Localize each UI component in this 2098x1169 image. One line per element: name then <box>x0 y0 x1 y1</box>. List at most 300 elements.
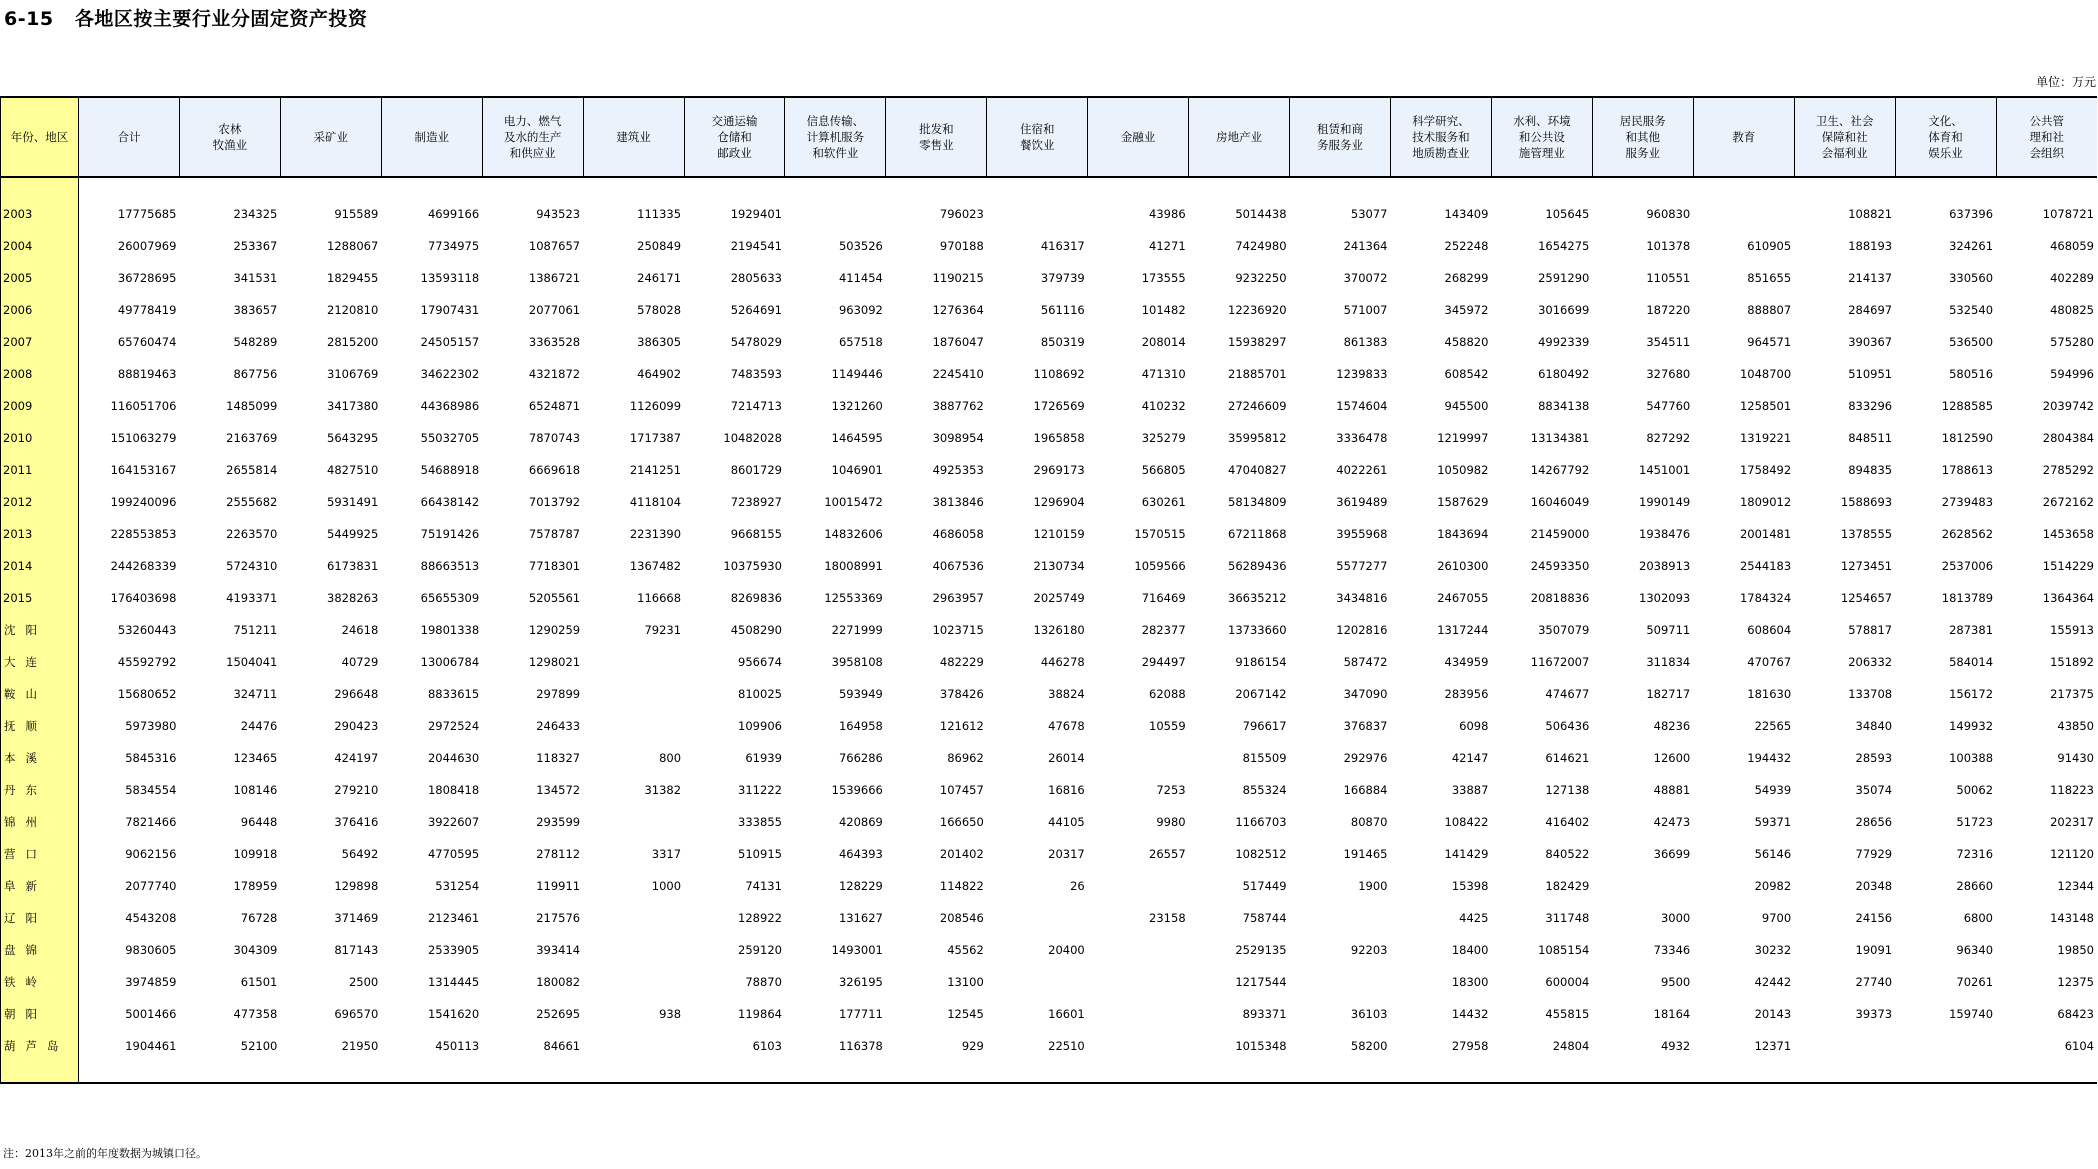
table-cell: 8269836 <box>730 591 782 605</box>
row-label: 2012 <box>1 486 79 518</box>
table-row <box>1 838 2098 870</box>
table-cell: 4686058 <box>932 527 984 541</box>
table-cell: 131627 <box>838 911 883 925</box>
row-label: 2015 <box>1 582 79 614</box>
table-cell: 578817 <box>1848 623 1893 637</box>
table-cell: 181630 <box>1747 687 1792 701</box>
table-cell <box>583 678 684 710</box>
table-row <box>1 902 2098 934</box>
table-cell: 347090 <box>1343 687 1388 701</box>
table-cell: 11672007 <box>1530 655 1590 669</box>
row-label: 2004 <box>1 230 79 262</box>
table-cell: 65655309 <box>420 591 480 605</box>
header-column: 卫生、社会 保障和社 会福利业 <box>1794 97 1895 177</box>
table-cell: 14432 <box>1451 1007 1489 1021</box>
row-label: 2011 <box>1 454 79 486</box>
table-cell: 129898 <box>334 879 379 893</box>
table-cell: 217375 <box>2050 687 2094 701</box>
row-label: 盘锦 <box>1 934 79 966</box>
table-cell: 945500 <box>1444 399 1489 413</box>
table-cell: 164958 <box>838 719 883 733</box>
table-cell: 67211868 <box>1228 527 1287 541</box>
table-cell: 176403698 <box>110 591 177 605</box>
table-cell: 7578787 <box>528 527 581 541</box>
table-cell: 371469 <box>334 911 379 925</box>
table-cell: 657518 <box>838 335 883 349</box>
table-cell: 10559 <box>1149 719 1186 733</box>
table-cell: 532540 <box>1949 303 1994 317</box>
table-cell: 5205561 <box>528 591 581 605</box>
table-cell: 3813846 <box>932 495 984 509</box>
table-cell: 5264691 <box>730 303 782 317</box>
table-cell: 5845316 <box>125 751 177 765</box>
table-cell: 458820 <box>1444 335 1489 349</box>
table-cell: 49778419 <box>117 303 177 317</box>
table-cell: 35995812 <box>1228 431 1287 445</box>
table-cell: 28593 <box>1855 751 1893 765</box>
table-cell: 1451001 <box>1639 463 1691 477</box>
table-cell: 1239833 <box>1336 367 1388 381</box>
table-cell: 101482 <box>1141 303 1186 317</box>
table-cell: 2533905 <box>427 943 480 957</box>
table-cell: 751211 <box>233 623 278 637</box>
table-cell: 18008991 <box>824 559 883 573</box>
table-cell: 1367482 <box>629 559 682 573</box>
table-cell: 1809012 <box>1739 495 1792 509</box>
table-cell: 2141251 <box>629 463 682 477</box>
table-row <box>1 614 2098 646</box>
table-cell: 1938476 <box>1639 527 1691 541</box>
header-column: 租赁和商 务服务业 <box>1290 97 1391 177</box>
row-label: 葫芦岛 <box>1 1030 79 1062</box>
table-cell: 70261 <box>1956 975 1994 989</box>
table-cell: 943523 <box>536 207 581 221</box>
row-label: 朝阳 <box>1 998 79 1030</box>
table-cell: 284697 <box>1848 303 1893 317</box>
unit-label: 单位：万元 <box>2035 75 2096 89</box>
table-cell: 1813789 <box>1941 591 1994 605</box>
table-cell: 938 <box>659 1007 682 1021</box>
table-cell: 1302093 <box>1639 591 1691 605</box>
table-cell: 354511 <box>1646 335 1691 349</box>
table-cell <box>1794 1030 1895 1062</box>
table-cell: 241364 <box>1343 239 1388 253</box>
table-cell: 379739 <box>1040 271 1085 285</box>
table-cell: 2537006 <box>1941 559 1994 573</box>
table-cell: 3922607 <box>427 815 480 829</box>
table-cell: 62088 <box>1149 687 1186 701</box>
header-column: 文化、 体育和 娱乐业 <box>1895 97 1996 177</box>
table-cell: 593949 <box>838 687 883 701</box>
header-column: 科学研究、 技术服务和 地质勘查业 <box>1390 97 1491 177</box>
table-cell: 1126099 <box>629 399 682 413</box>
table-cell: 7238927 <box>730 495 782 509</box>
table-cell: 19850 <box>2057 943 2094 957</box>
table-cell: 151063279 <box>110 431 177 445</box>
row-label: 2008 <box>1 358 79 390</box>
page-title: 6-15 各地区按主要行业分固定资产投资 <box>4 8 368 30</box>
table-cell: 16816 <box>1048 783 1085 797</box>
table-cell: 26557 <box>1149 847 1186 861</box>
header-column: 水利、环境 和公共设 施管理业 <box>1491 97 1592 177</box>
table-cell: 24618 <box>341 623 379 637</box>
table-cell: 4992339 <box>1538 335 1590 349</box>
table-cell: 68423 <box>2057 1007 2094 1021</box>
table-row <box>1 486 2098 518</box>
header-column: 农林 牧渔业 <box>179 97 280 177</box>
table-cell: 2655814 <box>226 463 278 477</box>
table-cell: 166884 <box>1343 783 1388 797</box>
table-cell: 1453658 <box>2042 527 2094 541</box>
header-column: 采矿业 <box>280 97 381 177</box>
table-cell: 20982 <box>1754 879 1792 893</box>
spacer-row <box>1 1062 2098 1083</box>
table-cell: 35074 <box>1855 783 1893 797</box>
table-cell: 72316 <box>1956 847 1994 861</box>
table-cell: 3098954 <box>932 431 984 445</box>
table-cell: 134572 <box>536 783 581 797</box>
table-cell: 1288585 <box>1941 399 1994 413</box>
table-cell: 610905 <box>1747 239 1792 253</box>
table-cell: 2067142 <box>1235 687 1287 701</box>
table-cell <box>987 902 1088 934</box>
table-cell: 815509 <box>1242 751 1287 765</box>
table-cell: 246171 <box>637 271 682 285</box>
table-cell: 2163769 <box>226 431 278 445</box>
table-cell: 26 <box>1070 879 1085 893</box>
table-cell: 75191426 <box>420 527 480 541</box>
table-cell: 482229 <box>939 655 984 669</box>
table-cell: 1784324 <box>1739 591 1792 605</box>
table-cell: 58200 <box>1350 1039 1388 1053</box>
table-cell: 201402 <box>939 847 984 861</box>
table-row <box>1 358 2098 390</box>
table-cell: 416317 <box>1040 239 1085 253</box>
header-column: 交通运输 仓储和 邮政业 <box>684 97 785 177</box>
table-cell: 48236 <box>1653 719 1691 733</box>
table-cell: 3974859 <box>125 975 177 989</box>
table-cell: 893371 <box>1242 1007 1287 1021</box>
table-cell: 2231390 <box>629 527 682 541</box>
table-cell: 42147 <box>1451 751 1489 765</box>
table-cell: 12344 <box>2057 879 2094 893</box>
table-cell: 36635212 <box>1228 591 1287 605</box>
table-cell: 3955968 <box>1336 527 1388 541</box>
table-cell: 5834554 <box>125 783 177 797</box>
spacer-row <box>1 177 2098 198</box>
row-label: 2014 <box>1 550 79 582</box>
header-column: 金融业 <box>1088 97 1189 177</box>
table-cell: 208546 <box>939 911 984 925</box>
table-cell: 561116 <box>1040 303 1085 317</box>
table-cell: 34622302 <box>420 367 480 381</box>
table-cell: 80870 <box>1350 815 1388 829</box>
table-cell: 450113 <box>435 1039 480 1053</box>
table-cell: 18300 <box>1451 975 1489 989</box>
table-cell: 1717387 <box>629 431 682 445</box>
table-cell: 199240096 <box>110 495 177 509</box>
table-cell: 5931491 <box>327 495 379 509</box>
table-cell: 1000 <box>651 879 682 893</box>
table-cell: 244268339 <box>110 559 177 573</box>
table-cell: 2500 <box>348 975 379 989</box>
table-cell: 1364364 <box>2042 591 2094 605</box>
table-cell: 56289436 <box>1228 559 1287 573</box>
table-cell: 2194541 <box>730 239 782 253</box>
table-cell: 311834 <box>1646 655 1691 669</box>
table-cell: 4067536 <box>932 559 984 573</box>
table-cell: 9668155 <box>730 527 782 541</box>
table-cell: 100388 <box>1949 751 1994 765</box>
table-cell: 1314445 <box>427 975 480 989</box>
table-cell: 151892 <box>2050 655 2094 669</box>
table-cell <box>1290 966 1391 998</box>
table-cell: 1296904 <box>1033 495 1085 509</box>
table-cell: 294497 <box>1141 655 1186 669</box>
table-row <box>1 230 2098 262</box>
table-cell: 2039742 <box>2042 399 2094 413</box>
table-cell: 2544183 <box>1739 559 1792 573</box>
table-cell: 88663513 <box>420 559 480 573</box>
table-cell: 228553853 <box>110 527 177 541</box>
table-cell: 1485099 <box>226 399 278 413</box>
table-cell: 7483593 <box>730 367 782 381</box>
table-cell: 1217544 <box>1235 975 1287 989</box>
table-cell: 20317 <box>1048 847 1085 861</box>
table-cell: 850319 <box>1040 335 1085 349</box>
table-cell: 311222 <box>738 783 782 797</box>
table-cell: 796023 <box>939 207 984 221</box>
table-cell: 292976 <box>1343 751 1388 765</box>
table-cell: 594996 <box>2050 367 2094 381</box>
table-cell: 53077 <box>1350 207 1388 221</box>
table-cell: 1166703 <box>1235 815 1287 829</box>
table-cell: 14267792 <box>1530 463 1590 477</box>
table-row <box>1 806 2098 838</box>
table-cell: 6669618 <box>528 463 581 477</box>
table-cell: 76728 <box>240 911 278 925</box>
table-cell: 2529135 <box>1235 943 1287 957</box>
table-cell: 1843694 <box>1437 527 1489 541</box>
table-cell: 16601 <box>1048 1007 1085 1021</box>
table-cell: 1202816 <box>1336 623 1388 637</box>
table-header-row <box>1 97 2098 177</box>
table-cell: 477358 <box>233 1007 278 1021</box>
table-cell: 10375930 <box>723 559 782 573</box>
row-label: 锦州 <box>1 806 79 838</box>
table-cell: 133708 <box>1848 687 1893 701</box>
table-cell: 393414 <box>536 943 581 957</box>
table-cell: 4425 <box>1459 911 1489 925</box>
table-cell: 19091 <box>1855 943 1893 957</box>
table-cell: 6524871 <box>528 399 581 413</box>
table-cell: 536500 <box>1949 335 1994 349</box>
table-cell: 287381 <box>1949 623 1994 637</box>
table-cell: 956674 <box>738 655 782 669</box>
table-cell: 143409 <box>1444 207 1489 221</box>
table-cell: 1059566 <box>1134 559 1186 573</box>
table-cell: 166650 <box>939 815 984 829</box>
table-cell: 96340 <box>1956 943 1994 957</box>
table-cell: 28656 <box>1855 815 1893 829</box>
table-cell: 22510 <box>1048 1039 1085 1053</box>
table-cell: 43850 <box>2057 719 2094 733</box>
table-cell: 960830 <box>1646 207 1691 221</box>
table-cell: 608542 <box>1444 367 1489 381</box>
table-cell: 20400 <box>1048 943 1085 957</box>
table-cell: 119911 <box>536 879 581 893</box>
table-cell: 1990149 <box>1639 495 1691 509</box>
table-cell: 17907431 <box>420 303 480 317</box>
table-cell: 30232 <box>1754 943 1792 957</box>
table-cell: 584014 <box>1949 655 1994 669</box>
table-cell: 1087657 <box>528 239 581 253</box>
table-cell: 1493001 <box>831 943 883 957</box>
header-column: 房地产业 <box>1189 97 1290 177</box>
table-cell: 2628562 <box>1941 527 1994 541</box>
table-cell: 434959 <box>1444 655 1489 669</box>
table-cell: 827292 <box>1646 431 1691 445</box>
table-cell: 1050982 <box>1437 463 1489 477</box>
table-cell: 86962 <box>947 751 984 765</box>
table-cell: 164153167 <box>110 463 177 477</box>
table-cell: 817143 <box>334 943 379 957</box>
table-cell: 206332 <box>1848 655 1893 669</box>
row-label: 2013 <box>1 518 79 550</box>
table-row <box>1 678 2098 710</box>
table-cell: 608604 <box>1747 623 1792 637</box>
table-cell: 330560 <box>1949 271 1994 285</box>
table-cell: 84661 <box>543 1039 581 1053</box>
table-cell: 5577277 <box>1336 559 1388 573</box>
table-cell: 420869 <box>838 815 883 829</box>
table-cell: 2610300 <box>1437 559 1489 573</box>
table-cell: 1541620 <box>427 1007 480 1021</box>
table-cell: 1965858 <box>1033 431 1085 445</box>
table-cell: 4770595 <box>427 847 480 861</box>
table-cell: 6180492 <box>1538 367 1590 381</box>
table-cell <box>1088 742 1189 774</box>
table-cell: 26007969 <box>117 239 177 253</box>
table-cell: 480825 <box>2050 303 2094 317</box>
table-cell: 290423 <box>334 719 379 733</box>
table-row <box>1 422 2098 454</box>
table-cell: 867756 <box>233 367 278 381</box>
table-cell: 796617 <box>1242 719 1287 733</box>
table-cell <box>1088 1030 1189 1062</box>
table-cell: 27246609 <box>1228 399 1287 413</box>
table-cell: 1321260 <box>831 399 883 413</box>
table-cell <box>987 966 1088 998</box>
table-cell: 116378 <box>838 1039 883 1053</box>
table-cell: 9062156 <box>125 847 177 861</box>
table-cell: 108146 <box>233 783 278 797</box>
table-row <box>1 966 2098 998</box>
header-column: 信息传输、 计算机服务 和软件业 <box>785 97 886 177</box>
table-cell: 7734975 <box>427 239 480 253</box>
table-cell: 24804 <box>1552 1039 1590 1053</box>
header-column: 教育 <box>1693 97 1794 177</box>
table-cell: 91430 <box>2057 751 2094 765</box>
table-cell: 3887762 <box>932 399 984 413</box>
table-cell: 13733660 <box>1228 623 1287 637</box>
table-cell: 24593350 <box>1530 559 1590 573</box>
table-row <box>1 390 2098 422</box>
table-cell: 10482028 <box>723 431 782 445</box>
table-cell: 252695 <box>536 1007 581 1021</box>
row-label: 沈阳 <box>1 614 79 646</box>
table-cell: 252248 <box>1444 239 1489 253</box>
table-cell: 191465 <box>1343 847 1388 861</box>
table-cell: 416402 <box>1545 815 1590 829</box>
table-cell: 1108692 <box>1033 367 1085 381</box>
table-cell: 180082 <box>536 975 581 989</box>
table-cell: 12236920 <box>1228 303 1287 317</box>
table-cell: 325279 <box>1141 431 1186 445</box>
table-cell: 24476 <box>240 719 278 733</box>
table-cell: 74131 <box>745 879 782 893</box>
table-cell: 1504041 <box>226 655 278 669</box>
table-cell: 410232 <box>1141 399 1186 413</box>
table-cell: 4925353 <box>932 463 984 477</box>
table-cell: 4543208 <box>125 911 177 925</box>
table-cell: 304309 <box>233 943 278 957</box>
table-cell: 1273451 <box>1840 559 1893 573</box>
table-cell: 2263570 <box>226 527 278 541</box>
table-row <box>1 326 2098 358</box>
table-cell: 333855 <box>738 815 782 829</box>
table-cell: 18400 <box>1451 943 1489 957</box>
table-cell: 293599 <box>536 815 581 829</box>
table-cell: 250849 <box>637 239 682 253</box>
table-cell: 36699 <box>1653 847 1691 861</box>
table-cell: 758744 <box>1242 911 1287 925</box>
table-row <box>1 934 2098 966</box>
table-cell: 1378555 <box>1840 527 1893 541</box>
table-cell: 7870743 <box>528 431 581 445</box>
table-cell: 5973980 <box>125 719 177 733</box>
table-row <box>1 646 2098 678</box>
table-cell: 297899 <box>536 687 581 701</box>
table-cell: 1290259 <box>528 623 581 637</box>
table-row <box>1 262 2098 294</box>
table-cell: 177711 <box>838 1007 883 1021</box>
table-cell: 402289 <box>2050 271 2094 285</box>
table-cell <box>583 1030 684 1062</box>
table-cell: 341531 <box>233 271 278 285</box>
table-cell: 696570 <box>334 1007 379 1021</box>
table-cell: 78870 <box>745 975 782 989</box>
table-cell: 2044630 <box>427 751 480 765</box>
table-cell: 963092 <box>838 303 883 317</box>
table-cell: 1570515 <box>1134 527 1186 541</box>
table-cell: 1788613 <box>1941 463 1994 477</box>
table-cell: 855324 <box>1242 783 1287 797</box>
table-cell: 2077061 <box>528 303 581 317</box>
table-cell: 65760474 <box>117 335 177 349</box>
table-cell: 3106769 <box>327 367 379 381</box>
row-label: 辽阳 <box>1 902 79 934</box>
table-cell: 47040827 <box>1228 463 1287 477</box>
table-cell: 24505157 <box>420 335 480 349</box>
table-cell: 246433 <box>536 719 581 733</box>
table-cell: 2245410 <box>932 367 984 381</box>
table-cell: 517449 <box>1242 879 1287 893</box>
table-cell: 5643295 <box>327 431 379 445</box>
table-cell: 214137 <box>1848 271 1893 285</box>
table-cell: 54939 <box>1754 783 1792 797</box>
row-label: 2010 <box>1 422 79 454</box>
